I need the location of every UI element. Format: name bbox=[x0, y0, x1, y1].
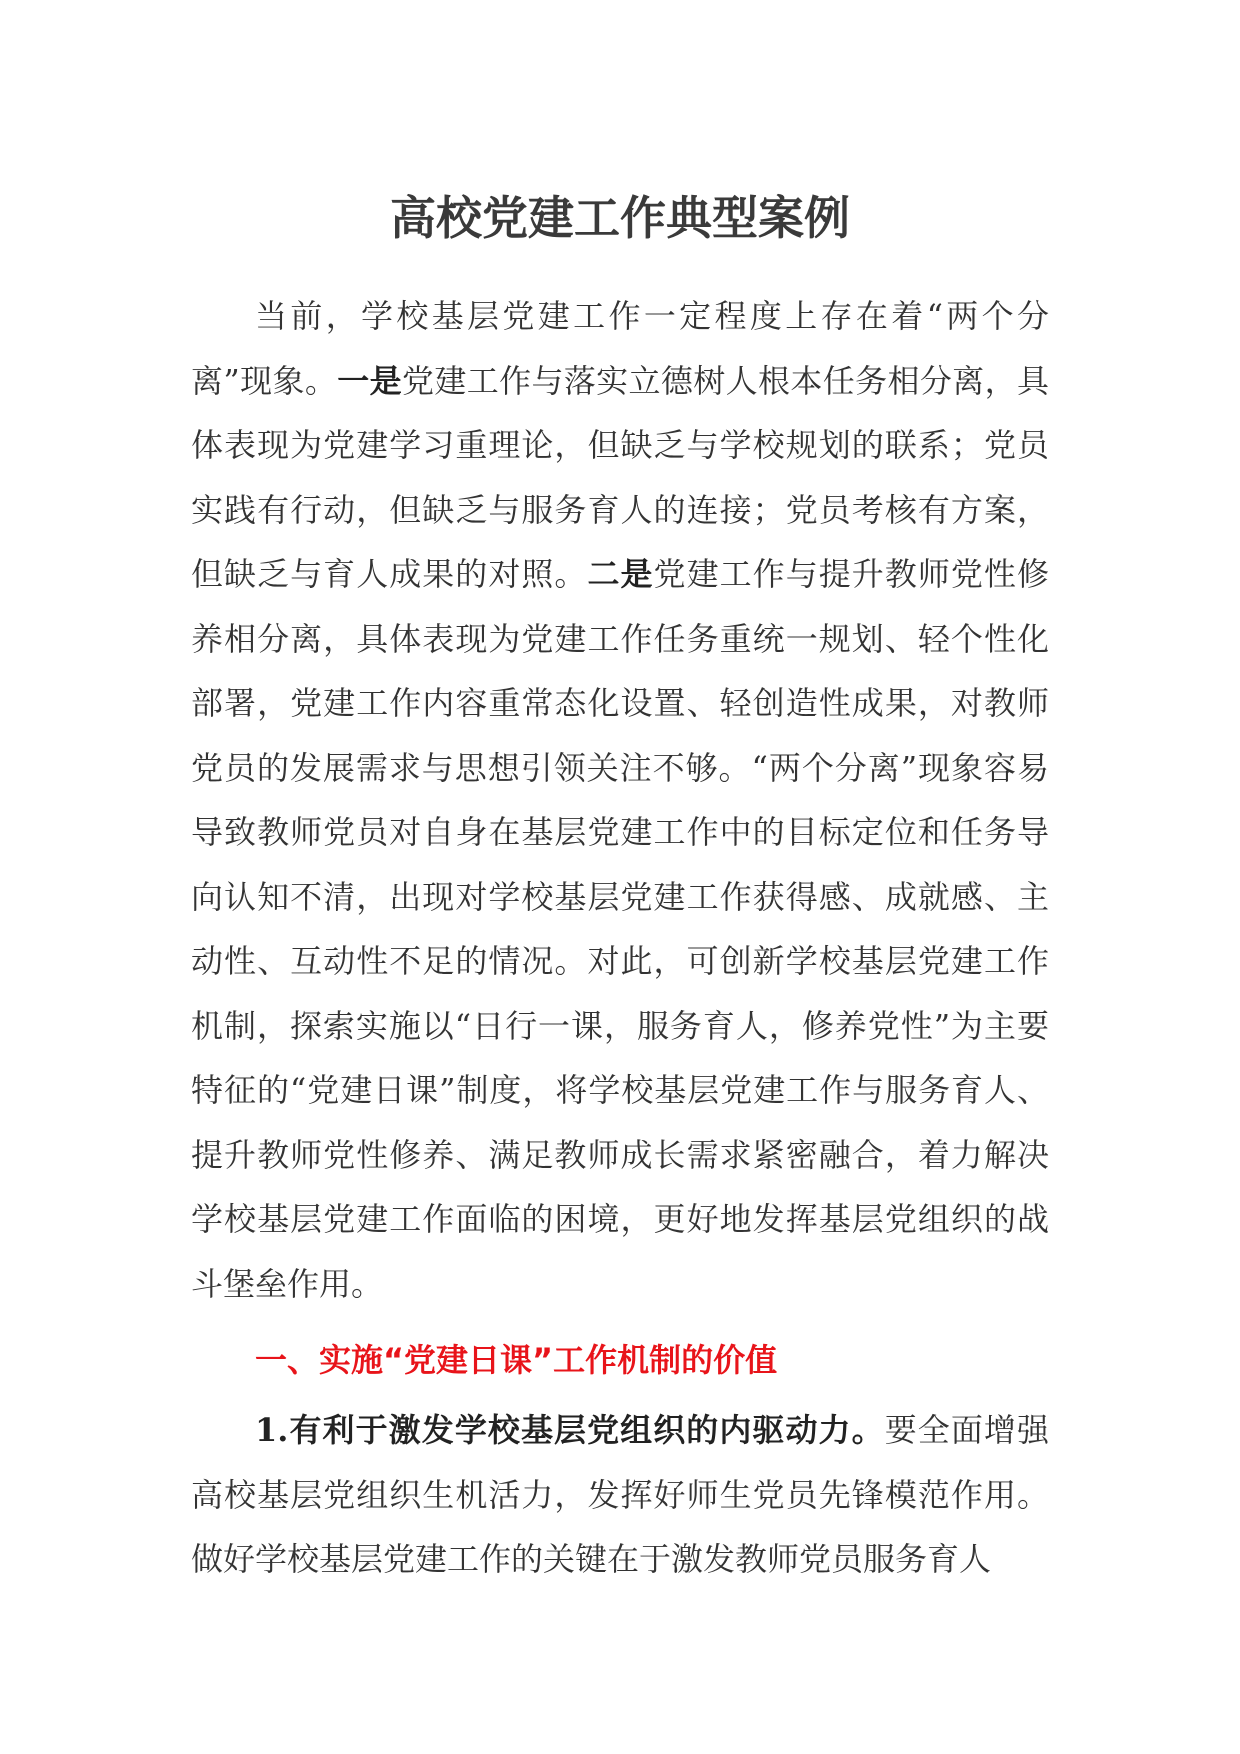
intro-segment-2: 党建工作与落实立德树人根本任务相分离，具体表现为党建学习重理论，但缺乏与学校规划的联系；党员实践有行动，但缺乏与服务育人的连接；党员考核有方案，但缺乏与育人成果的对照。 bbox=[191, 361, 1049, 593]
intro-paragraph bbox=[191, 284, 1049, 1316]
point-two-label: 二是 bbox=[587, 555, 654, 593]
intro-segment-1: 当前，学校基层党建工作一定程度上存在着“两个分离”现象。 bbox=[191, 297, 1049, 400]
intro-text bbox=[191, 284, 1049, 1316]
sub-section-paragraph bbox=[191, 1398, 1049, 1592]
sub-section-text: 要全面增强高校基层党组织生机活力，发挥好师生党员先锋模范作用。做好学校基层党建工作的关键在于激发教师党员服务育人 bbox=[191, 1411, 1049, 1578]
intro-segment-3: 党建工作与提升教师党性修养相分离，具体表现为党建工作任务重统一规划、轻个性化部署，党建工作内容重常态化设置、轻创造性成果，对教师党员的发展需求与思想引领关注不够。“两个分离”现象容易导致教师党员对自身在基层党建工作中的目标定位和任务导向认知不清，出现对学校基层党建工作获得感、成就感、主动性、互动性不足的情况。对此，可创新学校基层党建工作机制，探索实施以“日行一课，服务育人，修养党性”为主要特征的“党建日课”制度，将学校基层党建工作与服务育人、提升教师党性修养、满足教师成长需求紧密融合，着力解决学校基层党建工作面临的困境，更好地发挥基层党组织的战斗堡垒作用。 bbox=[191, 555, 1049, 1303]
sub-section-title: 1.有利于激发学校基层党组织的内驱动力。 bbox=[255, 1411, 885, 1449]
document-title: 高校党建工作典型案例 bbox=[390, 191, 850, 245]
point-one-label: 一是 bbox=[337, 361, 402, 400]
section-heading: 一、实施“党建日课”工作机制的价值 bbox=[255, 1341, 778, 1379]
